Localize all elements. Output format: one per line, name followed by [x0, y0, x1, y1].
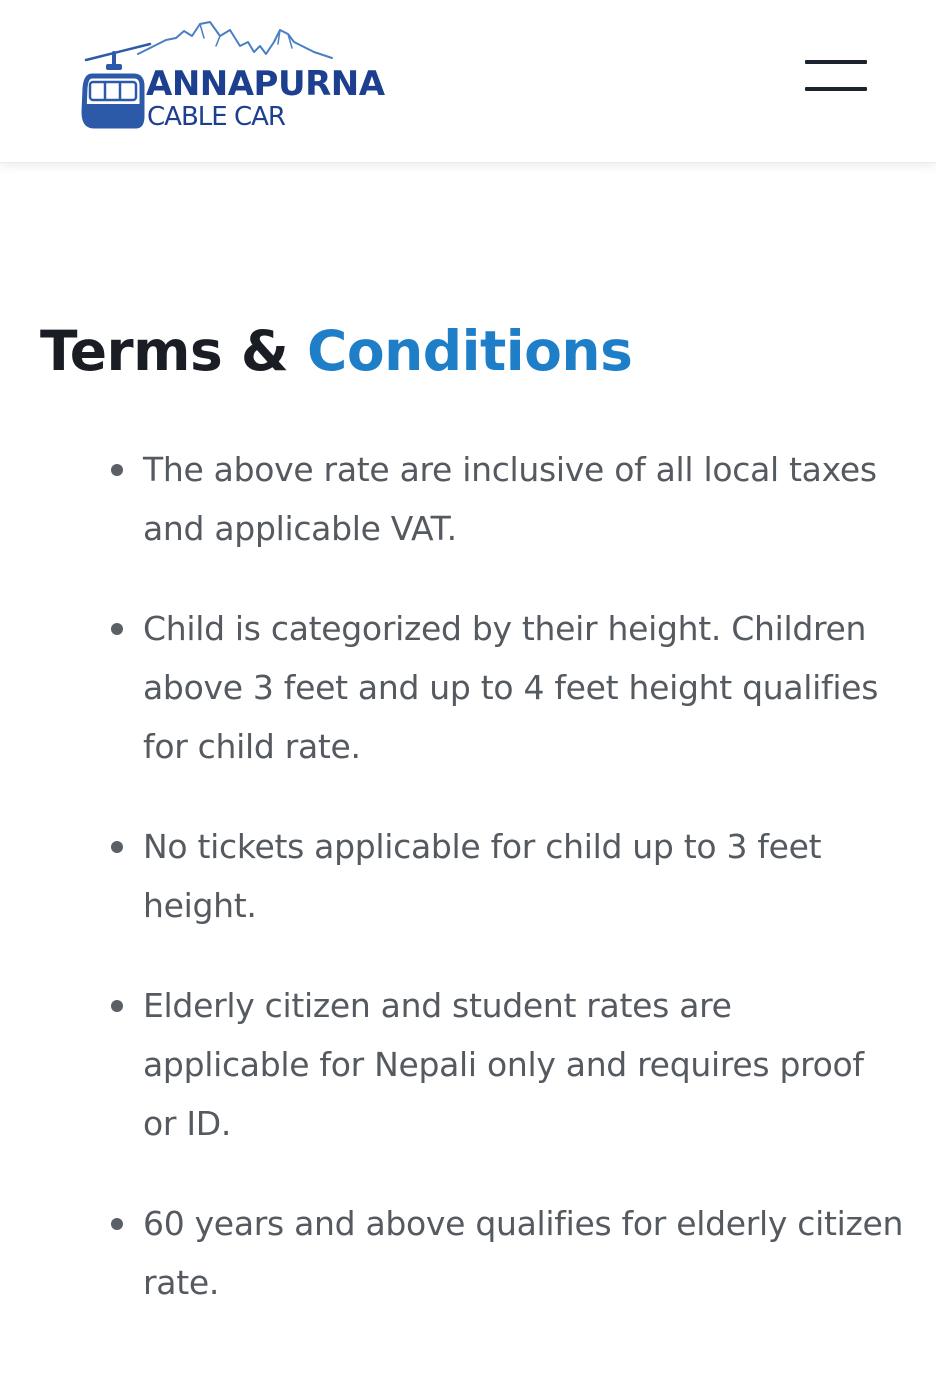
- term-text: No tickets applicable for child up to 3 feet height.: [143, 827, 822, 925]
- bullet-icon: [111, 464, 123, 476]
- title-terms: Terms &: [40, 319, 307, 383]
- term-text: Child is categorized by their height. Children above 3 feet and up to 4 feet height qualifies for child rate.: [143, 609, 879, 766]
- bullet-icon: [111, 841, 123, 853]
- logo-text-cable-car: CABLE CAR: [147, 102, 285, 132]
- list-item: [0, 976, 936, 1153]
- page-title: [40, 315, 632, 387]
- annapurna-cable-car-logo[interactable]: [80, 16, 385, 134]
- term-text: Elderly citizen and student rates are applicable for Nepali only and requires proof or ID.: [143, 986, 864, 1143]
- hamburger-menu-button[interactable]: [796, 52, 876, 102]
- bullet-icon: [111, 623, 123, 635]
- list-item: [0, 599, 936, 776]
- list-item: [0, 1194, 936, 1312]
- bullet-icon: [111, 1000, 123, 1012]
- term-text: The above rate are inclusive of all local taxes and applicable VAT.: [143, 450, 877, 548]
- terms-list: [0, 440, 936, 1353]
- menu-bar-bottom: [805, 87, 867, 91]
- title-conditions: Conditions: [306, 319, 633, 383]
- menu-bar-top: [805, 60, 867, 64]
- term-text: 60 years and above qualifies for elderly citizen rate.: [143, 1204, 904, 1302]
- list-item: [0, 440, 936, 558]
- logo-text-annapurna: ANNAPURNA: [146, 64, 385, 104]
- bullet-icon: [111, 1218, 123, 1230]
- site-header: [0, 0, 936, 163]
- list-item: [0, 817, 936, 935]
